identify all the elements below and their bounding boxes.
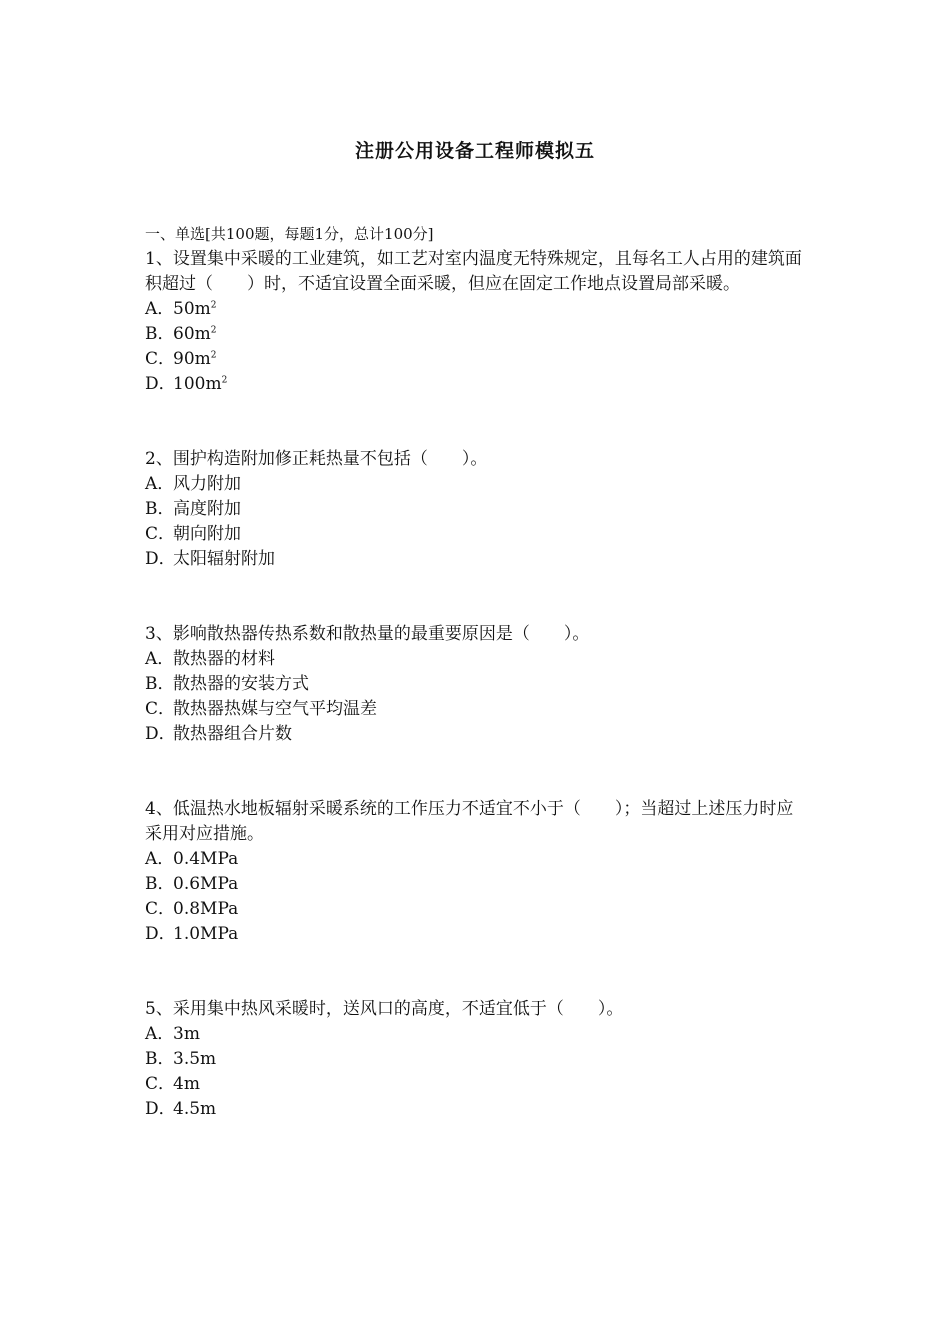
option-letter: C． [145, 524, 176, 544]
option-letter: B． [145, 674, 175, 694]
option-text: 90m [173, 349, 211, 369]
option-text: 60m [173, 324, 211, 344]
option-letter: A． [145, 474, 175, 494]
option-letter: B． [145, 499, 175, 519]
option-letter: C． [145, 699, 176, 719]
option-text: 4m [173, 1074, 200, 1094]
document-title: 注册公用设备工程师模拟五 [354, 140, 595, 162]
option-text: 朝向附加 [173, 524, 241, 544]
option-letter: A． [145, 649, 175, 669]
option-b [145, 497, 810, 522]
option-text: 散热器组合片数 [173, 724, 292, 744]
spacer [145, 747, 810, 797]
option-a [145, 472, 810, 497]
option-letter: B． [145, 874, 175, 894]
spacer [145, 947, 810, 997]
option-c [145, 697, 810, 722]
option-text: 3m [173, 1024, 200, 1044]
option-text: 太阳辐射附加 [173, 549, 275, 569]
option-letter: D． [145, 549, 176, 569]
question-3 [145, 622, 810, 747]
document-content [145, 222, 810, 1122]
option-letter: A． [145, 849, 175, 869]
question-4 [145, 797, 810, 947]
option-c [145, 1072, 810, 1097]
option-letter: C． [145, 899, 176, 919]
option-letter: D． [145, 374, 176, 394]
spacer [145, 572, 810, 622]
option-letter: C． [145, 1074, 176, 1094]
option-a [145, 1022, 810, 1047]
option-d [145, 547, 810, 572]
option-d [145, 1097, 810, 1122]
option-a [145, 647, 810, 672]
option-b [145, 672, 810, 697]
superscript: 2 [210, 300, 217, 311]
option-letter: D． [145, 1099, 176, 1119]
option-letter: B． [145, 324, 175, 344]
option-text: 4.5m [173, 1099, 217, 1119]
option-text: 0.4MPa [173, 849, 239, 869]
option-c [145, 897, 810, 922]
option-text: 散热器的安装方式 [173, 674, 309, 694]
superscript: 2 [210, 325, 217, 336]
option-letter: B． [145, 1049, 175, 1069]
option-text: 0.8MPa [173, 899, 239, 919]
option-b [145, 872, 810, 897]
option-d [145, 372, 810, 397]
option-text: 散热器热媒与空气平均温差 [173, 699, 377, 719]
option-text: 0.6MPa [173, 874, 239, 894]
superscript: 2 [210, 350, 217, 361]
option-letter: A． [145, 1024, 175, 1044]
question-stem: 4、低温热水地板辐射采暖系统的工作压力不适宜不小于（ ）；当超过上述压力时应采用对应措施。 [145, 799, 794, 844]
option-letter: A． [145, 299, 175, 319]
question-5 [145, 997, 810, 1122]
option-b [145, 322, 810, 347]
option-letter: D． [145, 724, 176, 744]
option-text: 散热器的材料 [173, 649, 275, 669]
option-d [145, 722, 810, 747]
option-letter: D． [145, 924, 176, 944]
question-stem: 1、设置集中采暖的工业建筑，如工艺对室内温度无特殊规定，且每名工人占用的建筑面积超过（ ）时，不适宜设置全面采暖，但应在固定工作地点设置局部采暖。 [145, 249, 802, 294]
question-stem: 2、围护构造附加修正耗热量不包括（ ）。 [145, 449, 488, 469]
option-d [145, 922, 810, 947]
option-a [145, 297, 810, 322]
superscript: 2 [221, 375, 228, 386]
option-text: 3.5m [173, 1049, 217, 1069]
spacer [145, 397, 810, 447]
option-a [145, 847, 810, 872]
option-b [145, 1047, 810, 1072]
option-text: 高度附加 [173, 499, 241, 519]
section-heading: 一、单选[共100题，每题1分，总计100分] [145, 225, 434, 243]
option-letter: C． [145, 349, 176, 369]
question-1 [145, 247, 810, 397]
question-stem: 3、影响散热器传热系数和散热量的最重要原因是（ ）。 [145, 624, 590, 644]
option-text: 1.0MPa [173, 924, 239, 944]
question-stem: 5、采用集中热风采暖时，送风口的高度，不适宜低于（ ）。 [145, 999, 624, 1019]
option-c [145, 347, 810, 372]
option-text: 50m [173, 299, 211, 319]
option-text: 100m [173, 374, 222, 394]
option-text: 风力附加 [173, 474, 241, 494]
question-2 [145, 447, 810, 572]
option-c [145, 522, 810, 547]
